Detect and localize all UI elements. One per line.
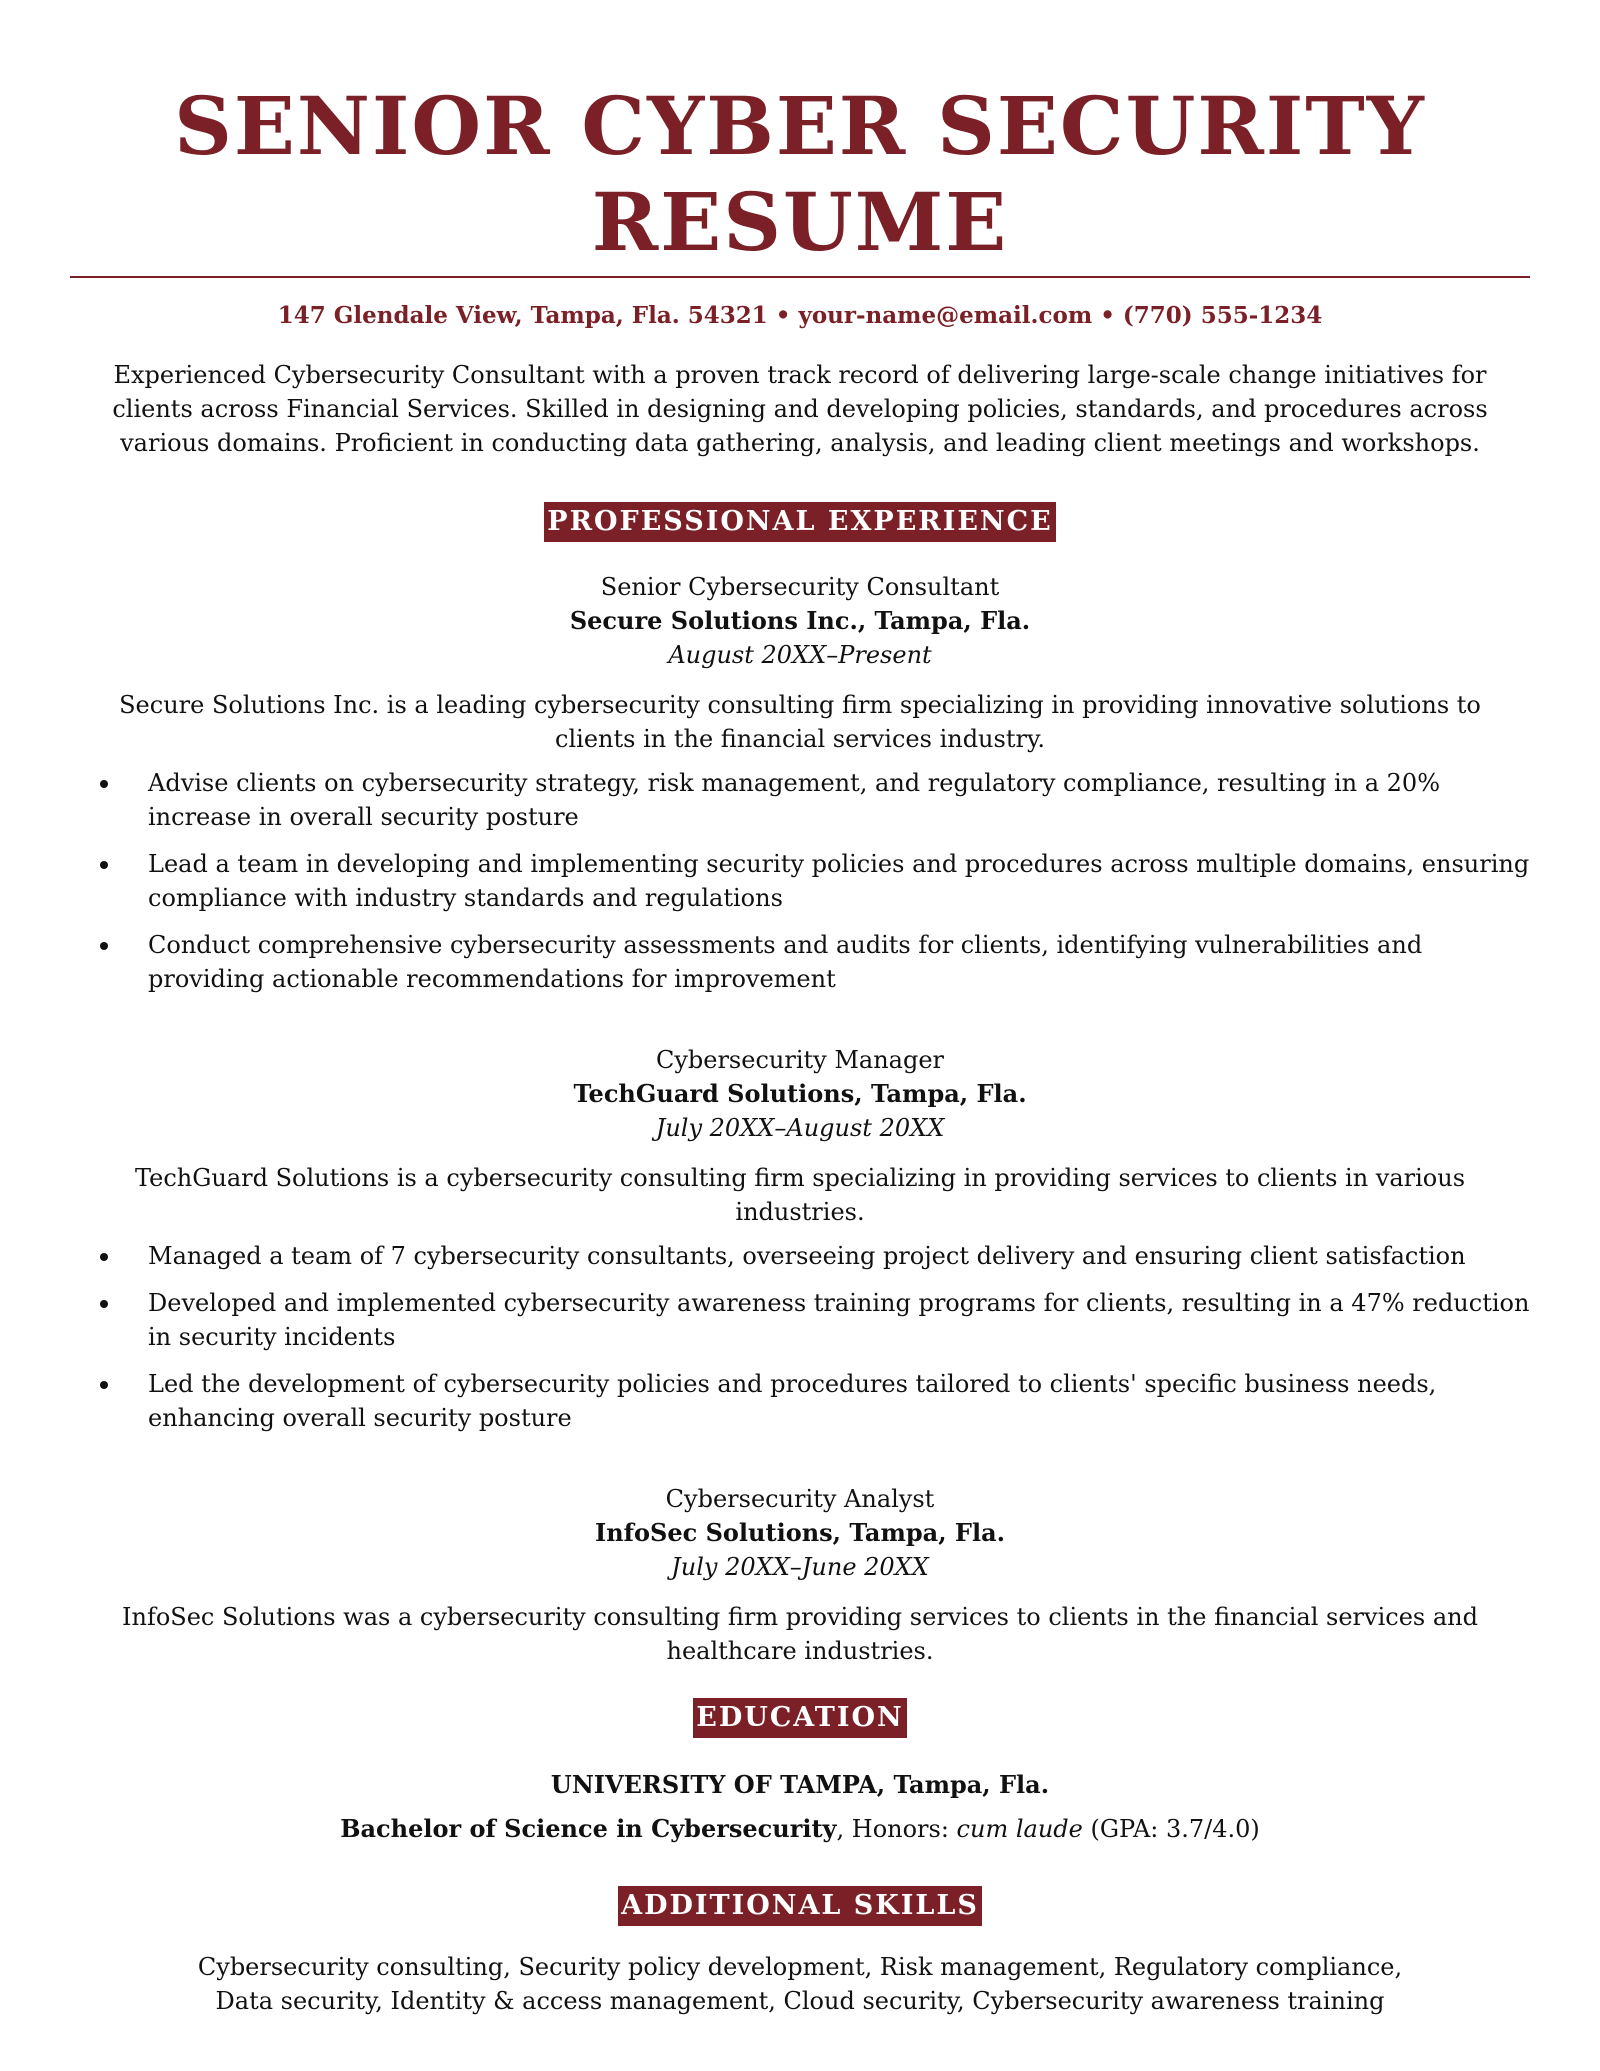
job-company: InfoSec Solutions, Tampa, Fla. [595, 1518, 1005, 1547]
job-dates: July 20XX–June 20XX [671, 1553, 929, 1581]
education-section [70, 1698, 1530, 1738]
job-entry [70, 570, 1530, 672]
spacer [70, 1009, 1530, 1043]
skills-line: Data security, Identity & access management, Cloud security, Cybersecurity awareness training [215, 1987, 1385, 2015]
education-entry [70, 1768, 1530, 1846]
bullet-icon [100, 942, 108, 950]
professional-summary: Experienced Cybersecurity Consultant with a proven track record of delivering large-scale change initiatives for clients across Financial Services. Skilled in designing and developing policies, standards, and procedures across various domains. Proficient in conducting data gathering, analysis, and leading client meetings and workshops. [112, 361, 1488, 457]
contact-address: 147 Glendale View, Tampa, Fla. 54321 [277, 302, 768, 329]
job-title: Cybersecurity Manager [655, 1046, 945, 1074]
list-item [100, 1367, 1530, 1435]
education-degree: Bachelor of Science in Cybersecurity [340, 1814, 837, 1843]
job-company: Secure Solutions Inc., Tampa, Fla. [569, 606, 1031, 635]
skills-list [110, 1950, 1490, 2018]
list-item [100, 847, 1530, 915]
education-degree-line [70, 1812, 1530, 1846]
list-item [100, 1239, 1530, 1273]
job-entry [70, 1043, 1530, 1145]
job-description: TechGuard Solutions is a cybersecurity consulting firm specializing in providing services to clients in various industries. [134, 1164, 1466, 1226]
job-description: InfoSec Solutions was a cybersecurity consulting firm providing services to clients in the financial services and healthcare industries. [122, 1603, 1478, 1665]
bullet-icon [100, 1381, 108, 1389]
job-company: TechGuard Solutions, Tampa, Fla. [573, 1079, 1027, 1108]
bullet-text: Developed and implemented cybersecurity awareness training programs for clients, resulting in a 47% reduction in security incidents [148, 1289, 1530, 1351]
skills-line: Cybersecurity consulting, Security policy development, Risk management, Regulatory compliance, [197, 1953, 1403, 1981]
bullet-text: Managed a team of 7 cybersecurity consultants, overseeing project delivery and ensuring client satisfaction [148, 1242, 1466, 1270]
job-title: Cybersecurity Analyst [665, 1485, 935, 1513]
education-heading: EDUCATION [693, 1698, 906, 1738]
list-item [100, 928, 1530, 996]
job-bullets [70, 1239, 1530, 1435]
contact-email[interactable]: your-name@email.com [798, 302, 1093, 329]
bullet-text: Advise clients on cybersecurity strategy, risk management, and regulatory compliance, resulting in a 20% increase in overall security posture [148, 769, 1440, 831]
job-bullets [70, 766, 1530, 996]
skills-section [70, 1886, 1530, 1926]
bullet-text: Lead a team in developing and implementing security policies and procedures across multiple domains, ensuring compliance with industry standards and regulations [148, 850, 1530, 912]
skills-heading: ADDITIONAL SKILLS [618, 1886, 982, 1926]
experience-heading: PROFESSIONAL EXPERIENCE [544, 502, 1055, 542]
experience-section [70, 502, 1530, 542]
resume-title: SENIOR CYBER SECURITY RESUME [174, 79, 1426, 269]
job-title: Senior Cybersecurity Consultant [600, 573, 1000, 601]
contact-phone[interactable]: (770) 555-1234 [1122, 302, 1323, 329]
bullet-text: Led the development of cybersecurity policies and procedures tailored to clients' specific business needs, enhancing overall security posture [148, 1370, 1437, 1432]
spacer [70, 1448, 1530, 1482]
title-divider [70, 276, 1530, 278]
education-honors-prefix: , Honors: [836, 1815, 957, 1843]
education-gpa: (GPA: 3.7/4.0) [1082, 1815, 1260, 1843]
job-dates: August 20XX–Present [668, 641, 932, 669]
contact-line [70, 302, 1530, 330]
list-item [100, 1286, 1530, 1354]
education-school: UNIVERSITY OF TAMPA, Tampa, Fla. [550, 1770, 1050, 1799]
contact-separator: • [775, 302, 791, 329]
bullet-text: Conduct comprehensive cybersecurity assessments and audits for clients, identifying vulnerabilities and providing actionable recommendations for improvement [148, 931, 1423, 993]
job-dates: July 20XX–August 20XX [655, 1114, 945, 1142]
contact-separator: • [1100, 302, 1115, 329]
job-entry [70, 1482, 1530, 1584]
bullet-icon [100, 780, 108, 788]
job-description: Secure Solutions Inc. is a leading cybersecurity consulting firm specializing in providing innovative solutions to clients in the financial services industry. [119, 691, 1481, 753]
bullet-icon [100, 861, 108, 869]
bullet-icon [100, 1253, 108, 1261]
bullet-icon [100, 1300, 108, 1308]
education-honors: cum laude [956, 1815, 1083, 1843]
list-item [100, 766, 1530, 834]
